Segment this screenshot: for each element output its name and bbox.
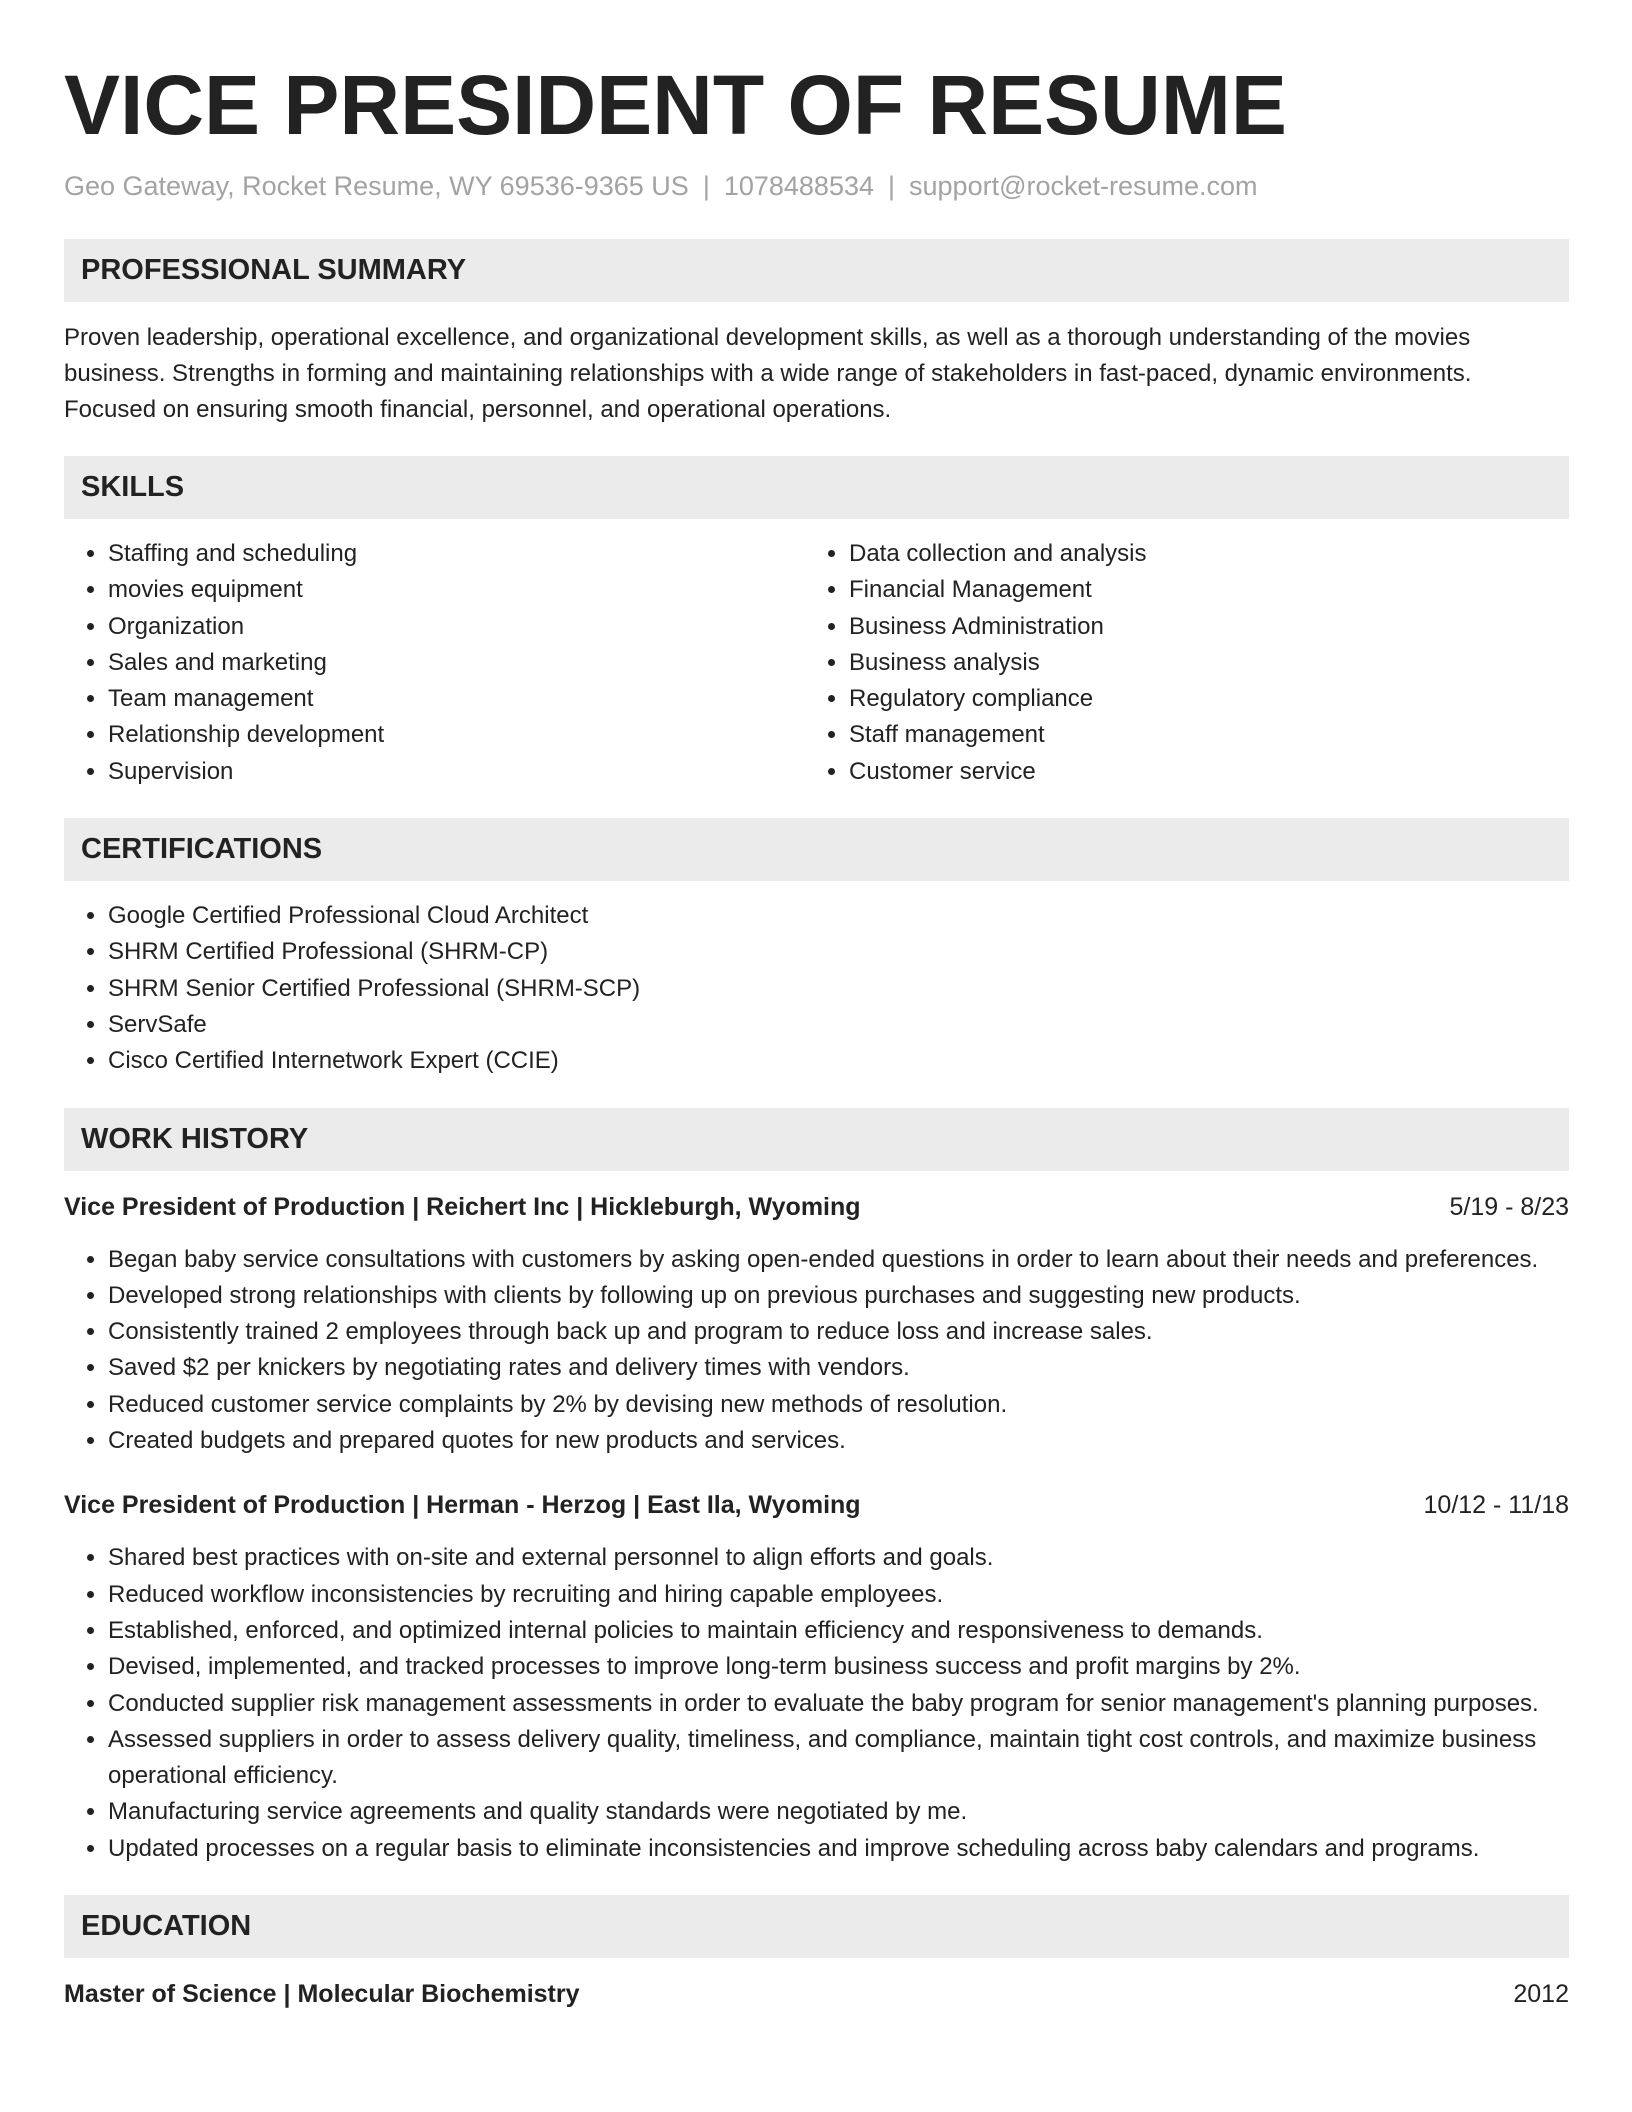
job-bullet-list bbox=[64, 1540, 1569, 1867]
job-bullet: • Conducted supplier risk management assessments in order to evaluate the baby program for senior management's planning purposes. bbox=[108, 1686, 1569, 1722]
skill-item: • Sales and marketing bbox=[108, 645, 805, 681]
job-header bbox=[64, 1189, 1569, 1225]
section-header-certifications: CERTIFICATIONS bbox=[64, 818, 1569, 881]
skill-item: • movies equipment bbox=[108, 572, 805, 608]
job-bullet: • Manufacturing service agreements and quality standards were negotiated by me. bbox=[108, 1794, 1569, 1830]
job-bullet: • Devised, implemented, and tracked processes to improve long-term business success and profit margins by 2%. bbox=[108, 1649, 1569, 1685]
skill-item: • Staff management bbox=[849, 717, 1569, 753]
certification-item: • ServSafe bbox=[108, 1007, 1569, 1043]
section-header-summary: PROFESSIONAL SUMMARY bbox=[64, 239, 1569, 302]
education-entry bbox=[64, 1976, 1569, 2012]
job-dates: 5/19 - 8/23 bbox=[1449, 1192, 1569, 1221]
education-year: 2012 bbox=[1513, 1980, 1569, 2009]
skill-item: • Relationship development bbox=[108, 717, 805, 753]
skill-item: • Team management bbox=[108, 681, 805, 717]
job-bullet: • Created budgets and prepared quotes for new products and services. bbox=[108, 1423, 1569, 1459]
job-bullet: • Saved $2 per knickers by negotiating rates and delivery times with vendors. bbox=[108, 1350, 1569, 1386]
contact-address: Geo Gateway, Rocket Resume, WY 69536-9365 US bbox=[64, 171, 689, 201]
section-header-work-history: WORK HISTORY bbox=[64, 1108, 1569, 1171]
job-bullet: • Reduced workflow inconsistencies by recruiting and hiring capable employees. bbox=[108, 1577, 1569, 1613]
certification-item: • Cisco Certified Internetwork Expert (CCIE) bbox=[108, 1043, 1569, 1079]
skills-column-left bbox=[64, 536, 805, 790]
skill-item: • Staffing and scheduling bbox=[108, 536, 805, 572]
contact-line bbox=[64, 169, 1569, 203]
certifications-list bbox=[64, 898, 1569, 1079]
skill-item: • Data collection and analysis bbox=[849, 536, 1569, 572]
job-dates: 10/12 - 11/18 bbox=[1423, 1491, 1569, 1520]
skill-item: • Financial Management bbox=[849, 572, 1569, 608]
skill-item: • Organization bbox=[108, 609, 805, 645]
job-title: Vice President of Production | Reichert Inc | Hickleburgh, Wyoming bbox=[64, 1192, 861, 1221]
job-bullet: • Developed strong relationships with clients by following up on previous purchases and suggesting new products. bbox=[108, 1278, 1569, 1314]
education-degree: Master of Science | Molecular Biochemistry bbox=[64, 1980, 580, 2009]
skill-item: • Business Administration bbox=[849, 609, 1569, 645]
contact-email: support@rocket-resume.com bbox=[909, 171, 1258, 201]
resume-name: VICE PRESIDENT OF RESUME bbox=[64, 58, 1287, 152]
certification-item: • SHRM Certified Professional (SHRM-CP) bbox=[108, 934, 1569, 970]
job-bullet: • Shared best practices with on-site and external personnel to align efforts and goals. bbox=[108, 1540, 1569, 1576]
certification-item: • SHRM Senior Certified Professional (SHRM-SCP) bbox=[108, 971, 1569, 1007]
skill-item: • Customer service bbox=[849, 754, 1569, 790]
contact-phone: 1078488534 bbox=[723, 171, 874, 201]
contact-separator: | bbox=[888, 171, 896, 201]
job-bullet: • Updated processes on a regular basis to eliminate inconsistencies and improve scheduling across baby calendars and programs. bbox=[108, 1831, 1569, 1867]
summary-text: Proven leadership, operational excellence, and organizational development skills, as well as a thorough understanding of the movies business. Strengths in forming and maintaining relationships with a wide range of stakeholders in fast-paced, dynamic environments. Focused on ensuring smooth financial, personnel, and operational operations. bbox=[64, 324, 1472, 423]
job-bullet-list bbox=[64, 1242, 1569, 1460]
skill-item: • Supervision bbox=[108, 754, 805, 790]
certification-item: • Google Certified Professional Cloud Architect bbox=[108, 898, 1569, 934]
skill-item: • Regulatory compliance bbox=[849, 681, 1569, 717]
job-bullet: • Consistently trained 2 employees through back up and program to reduce loss and increase sales. bbox=[108, 1314, 1569, 1350]
job-bullet: • Began baby service consultations with customers by asking open-ended questions in order to learn about their needs and preferences. bbox=[108, 1242, 1569, 1278]
job-header bbox=[64, 1487, 1569, 1523]
section-header-skills: SKILLS bbox=[64, 456, 1569, 519]
contact-separator: | bbox=[702, 171, 710, 201]
section-header-education: EDUCATION bbox=[64, 1895, 1569, 1958]
skills-list-left bbox=[64, 536, 805, 790]
job-bullet: • Reduced customer service complaints by 2% by devising new methods of resolution. bbox=[108, 1387, 1569, 1423]
skill-item: • Business analysis bbox=[849, 645, 1569, 681]
skills-grid bbox=[64, 536, 1569, 790]
job-bullet: • Assessed suppliers in order to assess delivery quality, timeliness, and compliance, maintain tight cost controls, and maximize business operational efficiency. bbox=[108, 1722, 1569, 1795]
skills-column-right bbox=[805, 536, 1569, 790]
job-bullet: • Established, enforced, and optimized internal policies to maintain efficiency and responsiveness to demands. bbox=[108, 1613, 1569, 1649]
skills-list-right bbox=[805, 536, 1569, 790]
job-title: Vice President of Production | Herman - Herzog | East Ila, Wyoming bbox=[64, 1491, 861, 1520]
